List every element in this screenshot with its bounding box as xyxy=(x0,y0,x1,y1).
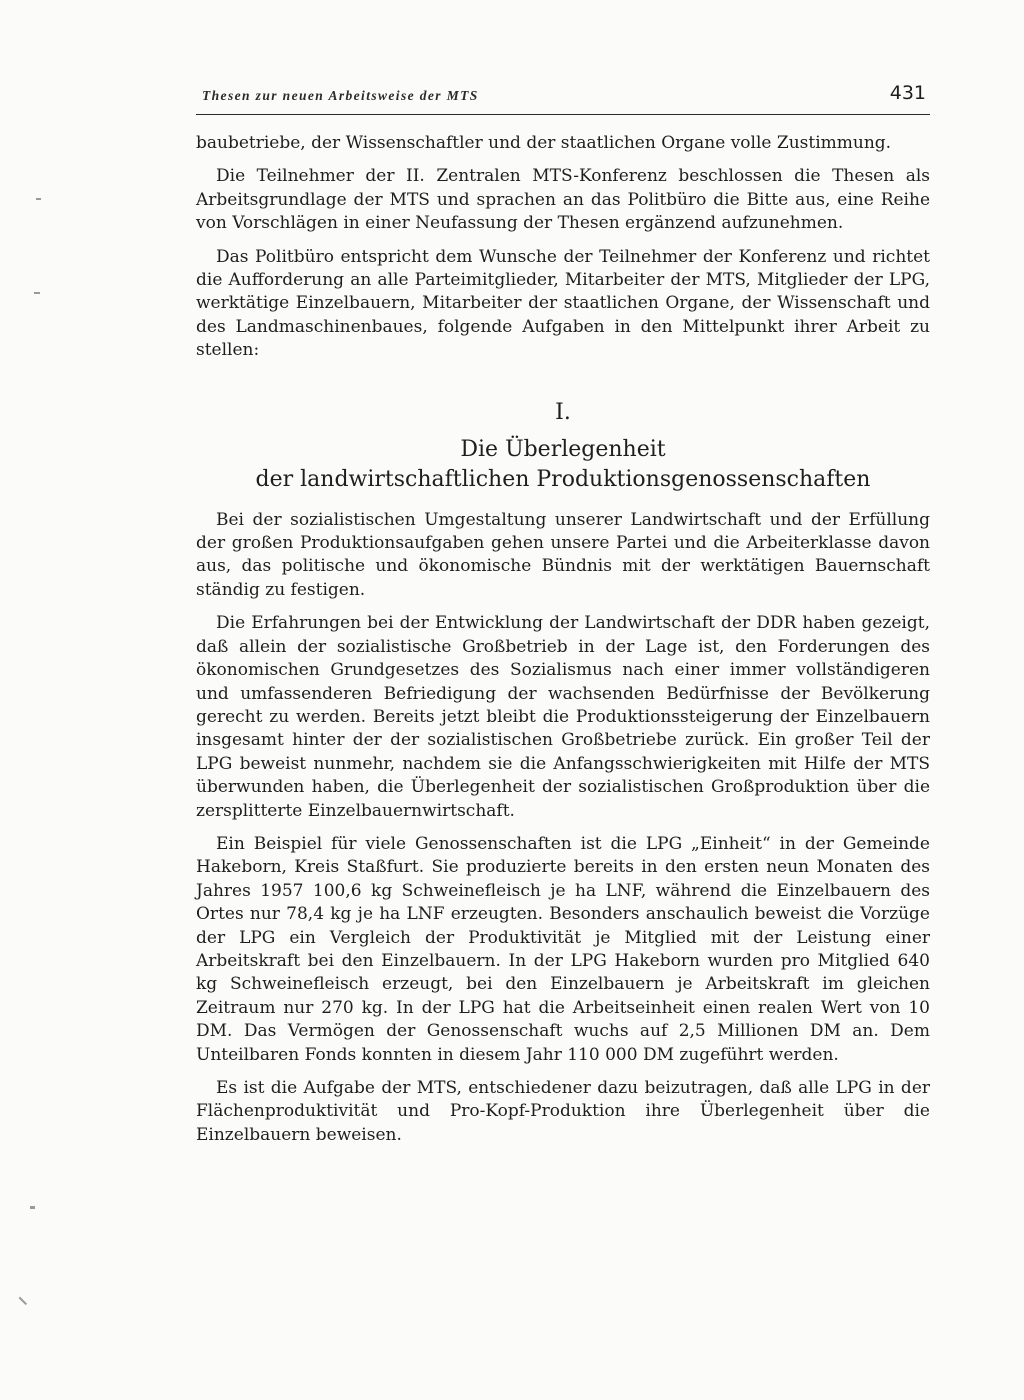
page-body xyxy=(196,132,930,1157)
paragraph: Das Politbüro entspricht dem Wunsche der Teilnehmer der Konferenz und richtet die Aufforderung an alle Parteimitglieder, Mitarbeiter der MTS, Mitglieder der LPG, werktätige Einzelbauern, Mitarbeiter der staatlichen Organe, der Wissenschaft und des Landmaschinenbaues, folgende Aufgaben in den Mittelpunkt ihrer Arbeit zu stellen: xyxy=(196,246,930,361)
scan-mark xyxy=(36,198,41,200)
section-number: I. xyxy=(555,399,571,425)
page-header xyxy=(196,84,930,115)
scan-mark xyxy=(30,1206,35,1209)
scan-mark xyxy=(19,1297,27,1305)
section-title-line: Die Überlegenheit xyxy=(460,436,666,462)
paragraph: baubetriebe, der Wissenschaftler und der staatlichen Organe volle Zustimmung. xyxy=(196,133,892,153)
section-title-line: der landwirtschaftlichen Produktionsgenossenschaften xyxy=(255,466,871,492)
paragraph: Es ist die Aufgabe der MTS, entschiedener dazu beizutragen, daß alle LPG in der Flächenproduktivität und Pro-Kopf-Produktion ihre Überlegenheit über die Einzelbauern beweisen. xyxy=(196,1078,930,1145)
paragraph: Bei der sozialistischen Umgestaltung unserer Landwirtschaft und der Erfüllung der großen Produktionsaufgaben gehen unsere Partei und die Arbeiterklasse davon aus, das politische und ökonomische Bündnis mit der werktätigen Bauernschaft ständig zu festigen. xyxy=(196,509,930,600)
running-title: Thesen zur neuen Arbeitsweise der MTS xyxy=(202,88,479,103)
page-number: 431 xyxy=(889,82,926,104)
paragraph: Die Teilnehmer der II. Zentralen MTS-Konferenz beschlossen die Thesen als Arbeitsgrundlage der MTS und sprachen an das Politbüro die Bitte aus, eine Reihe von Vorschlägen in einer Neufassung der Thesen ergänzend aufzunehmen. xyxy=(196,166,930,234)
paragraph: Die Erfahrungen bei der Entwicklung der Landwirtschaft der DDR haben gezeigt, daß allein der sozialistische Großbetrieb in der Lage ist, den Forderungen des ökonomischen Grundgesetzes des Sozialismus nach einer immer vollständigeren und umfassenderen Befriedigung der wachsenden Bedürfnisse der Bevölkerung gerecht zu werden. Bereits jetzt bleibt die Produktionssteigerung der Einzelbauern insgesamt hinter der der sozialistischen Großbetriebe zurück. Ein großer Teil der LPG beweist nunmehr, nachdem sie die Anfangsschwierigkeiten mit Hilfe der MTS überwunden haben, die Überlegenheit der sozialistischen Großproduktion über die zersplitterte Einzelbauernwirtschaft. xyxy=(196,613,930,821)
scan-mark xyxy=(34,292,40,294)
section-title xyxy=(196,435,930,495)
paragraph: Ein Beispiel für viele Genossenschaften ist die LPG „Einheit“ in der Gemeinde Hakeborn, Kreis Staßfurt. Sie produzierte bereits in den ersten neun Monaten des Jahres 1957 100,6 kg Schweinefleisch je ha LNF, während die Einzelbauern des Ortes nur 78,4 kg je ha LNF erzeugten. Besonders anschaulich beweist die Vorzüge der LPG ein Vergleich der Produktivität je Mitglied mit der Leistung einer Arbeitskraft bei den Einzelbauern. In der LPG Hakeborn wurden pro Mitglied 640 kg Schweinefleisch erzeugt, bei den Einzelbauern je Arbeitskraft im gleichen Zeitraum nur 270 kg. In der LPG hat die Arbeitseinheit einen realen Wert von 10 DM. Das Vermögen der Genossenschaft wuchs auf 2,5 Millionen DM an. Dem Unteilbaren Fonds konnten in diesem Jahr 110 000 DM zugeführt werden. xyxy=(196,833,930,1065)
